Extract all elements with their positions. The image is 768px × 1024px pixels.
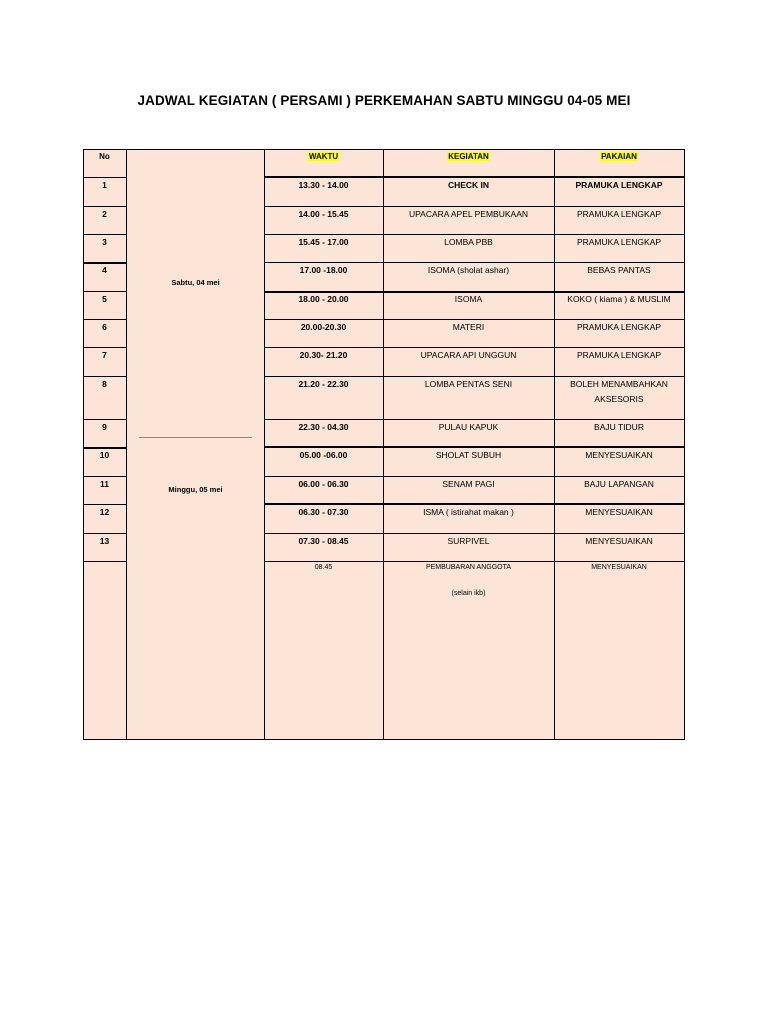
row-pakaian: PRAMUKA LENGKAP [576,237,662,247]
row-kegiatan: ISOMA (sholat ashar) [427,265,510,275]
row-kegiatan: CHECK IN [447,180,490,190]
column-divider [126,149,127,740]
last-kegiatan-note: (selain ikb) [451,590,486,597]
row-waktu: 06.00 - 06.30 [298,479,349,489]
day-label-sabtu: Sabtu, 04 mei [171,278,220,287]
row-kegiatan: LOMBA PENTAS SENI [424,379,513,389]
row-kegiatan: SHOLAT SUBUH [435,450,502,460]
day-separator [139,437,252,438]
row-no: 2 [102,209,107,219]
row-pakaian: BAJU LAPANGAN [584,479,654,489]
header-kegiatan: KEGIATAN [448,152,489,161]
header-waktu: WAKTU [308,152,339,161]
row-waktu: 18.00 - 20.00 [298,294,349,304]
row-kegiatan: ISOMA [454,294,483,304]
row-kegiatan: PULAU KAPUK [438,422,499,432]
row-no: 9 [102,422,107,432]
row-no: 11 [100,479,109,489]
row-pakaian: MENYESUAIKAN [585,507,653,517]
row-kegiatan: UPACARA APEL PEMBUKAAN [408,209,529,219]
row-pakaian-line2: AKSESORIS [594,394,644,404]
row-no: 7 [102,350,107,360]
document-title: JADWAL KEGIATAN ( PERSAMI ) PERKEMAHAN SABTU MINGGU 04-05 MEI [137,93,631,108]
last-pakaian: MENYESUAIKAN [591,564,647,571]
day-label-minggu: Minggu, 05 mei [168,485,223,494]
row-no: 12 [99,507,110,517]
last-waktu: 08.45 [314,564,333,571]
row-waktu: 07.30 - 08.45 [298,536,349,546]
row-pakaian: MENYESUAIKAN [585,450,653,460]
row-pakaian: PRAMUKA LENGKAP [575,180,663,190]
table-border-bottom [83,739,685,740]
row-no: 8 [102,379,107,389]
row-waktu: 06.30 - 07.30 [298,507,349,517]
row-waktu: 14.00 - 15.45 [298,209,349,219]
row-waktu: 20.00-20.30 [300,322,347,332]
last-kegiatan: PEMBUBARAN ANGGOTA [425,564,512,571]
schedule-table [83,149,685,740]
row-no: 1 [102,180,107,190]
row-kegiatan: MATERI [452,322,485,332]
row-no: 6 [102,322,107,332]
table-border-right [684,149,685,740]
row-waktu: 13.30 - 14.00 [298,180,349,190]
row-pakaian: PRAMUKA LENGKAP [576,350,662,360]
header-pakaian: PAKAIAN [601,152,637,161]
header-no: No [99,152,110,161]
row-waktu: 05.00 -06.00 [299,450,348,460]
row-kegiatan: UPACARA API UNGGUN [420,350,517,360]
row-pakaian: MENYESUAIKAN [585,536,653,546]
row-kegiatan: LOMBA PBB [444,237,493,247]
row-pakaian: PRAMUKA LENGKAP [576,322,662,332]
row-pakaian: PRAMUKA LENGKAP [576,209,662,219]
row-waktu: 22.30 - 04.30 [298,422,349,432]
row-no: 4 [102,265,107,275]
row-no: 5 [102,294,107,304]
row-pakaian: BOLEH MENAMBAHKAN [570,379,668,389]
row-waktu: 20.30- 21.20 [299,350,348,360]
row-no: 13 [99,536,110,546]
row-pakaian: KOKO ( kiama ) & MUSLIM [567,294,671,304]
row-waktu: 15.45 - 17.00 [298,237,349,247]
row-kegiatan: SURPIVEL [447,536,490,546]
row-no: 3 [102,237,107,247]
row-pakaian: BAJU TIDUR [594,422,644,432]
row-kegiatan: ISMA ( istirahat makan ) [423,507,514,517]
row-waktu: 17.00 -18.00 [299,265,348,275]
row-no: 10 [99,450,110,460]
row-kegiatan: SENAM PAGI [442,479,495,489]
row-pakaian: BEBAS PANTAS [587,265,651,275]
row-waktu: 21.20 - 22.30 [298,379,349,389]
